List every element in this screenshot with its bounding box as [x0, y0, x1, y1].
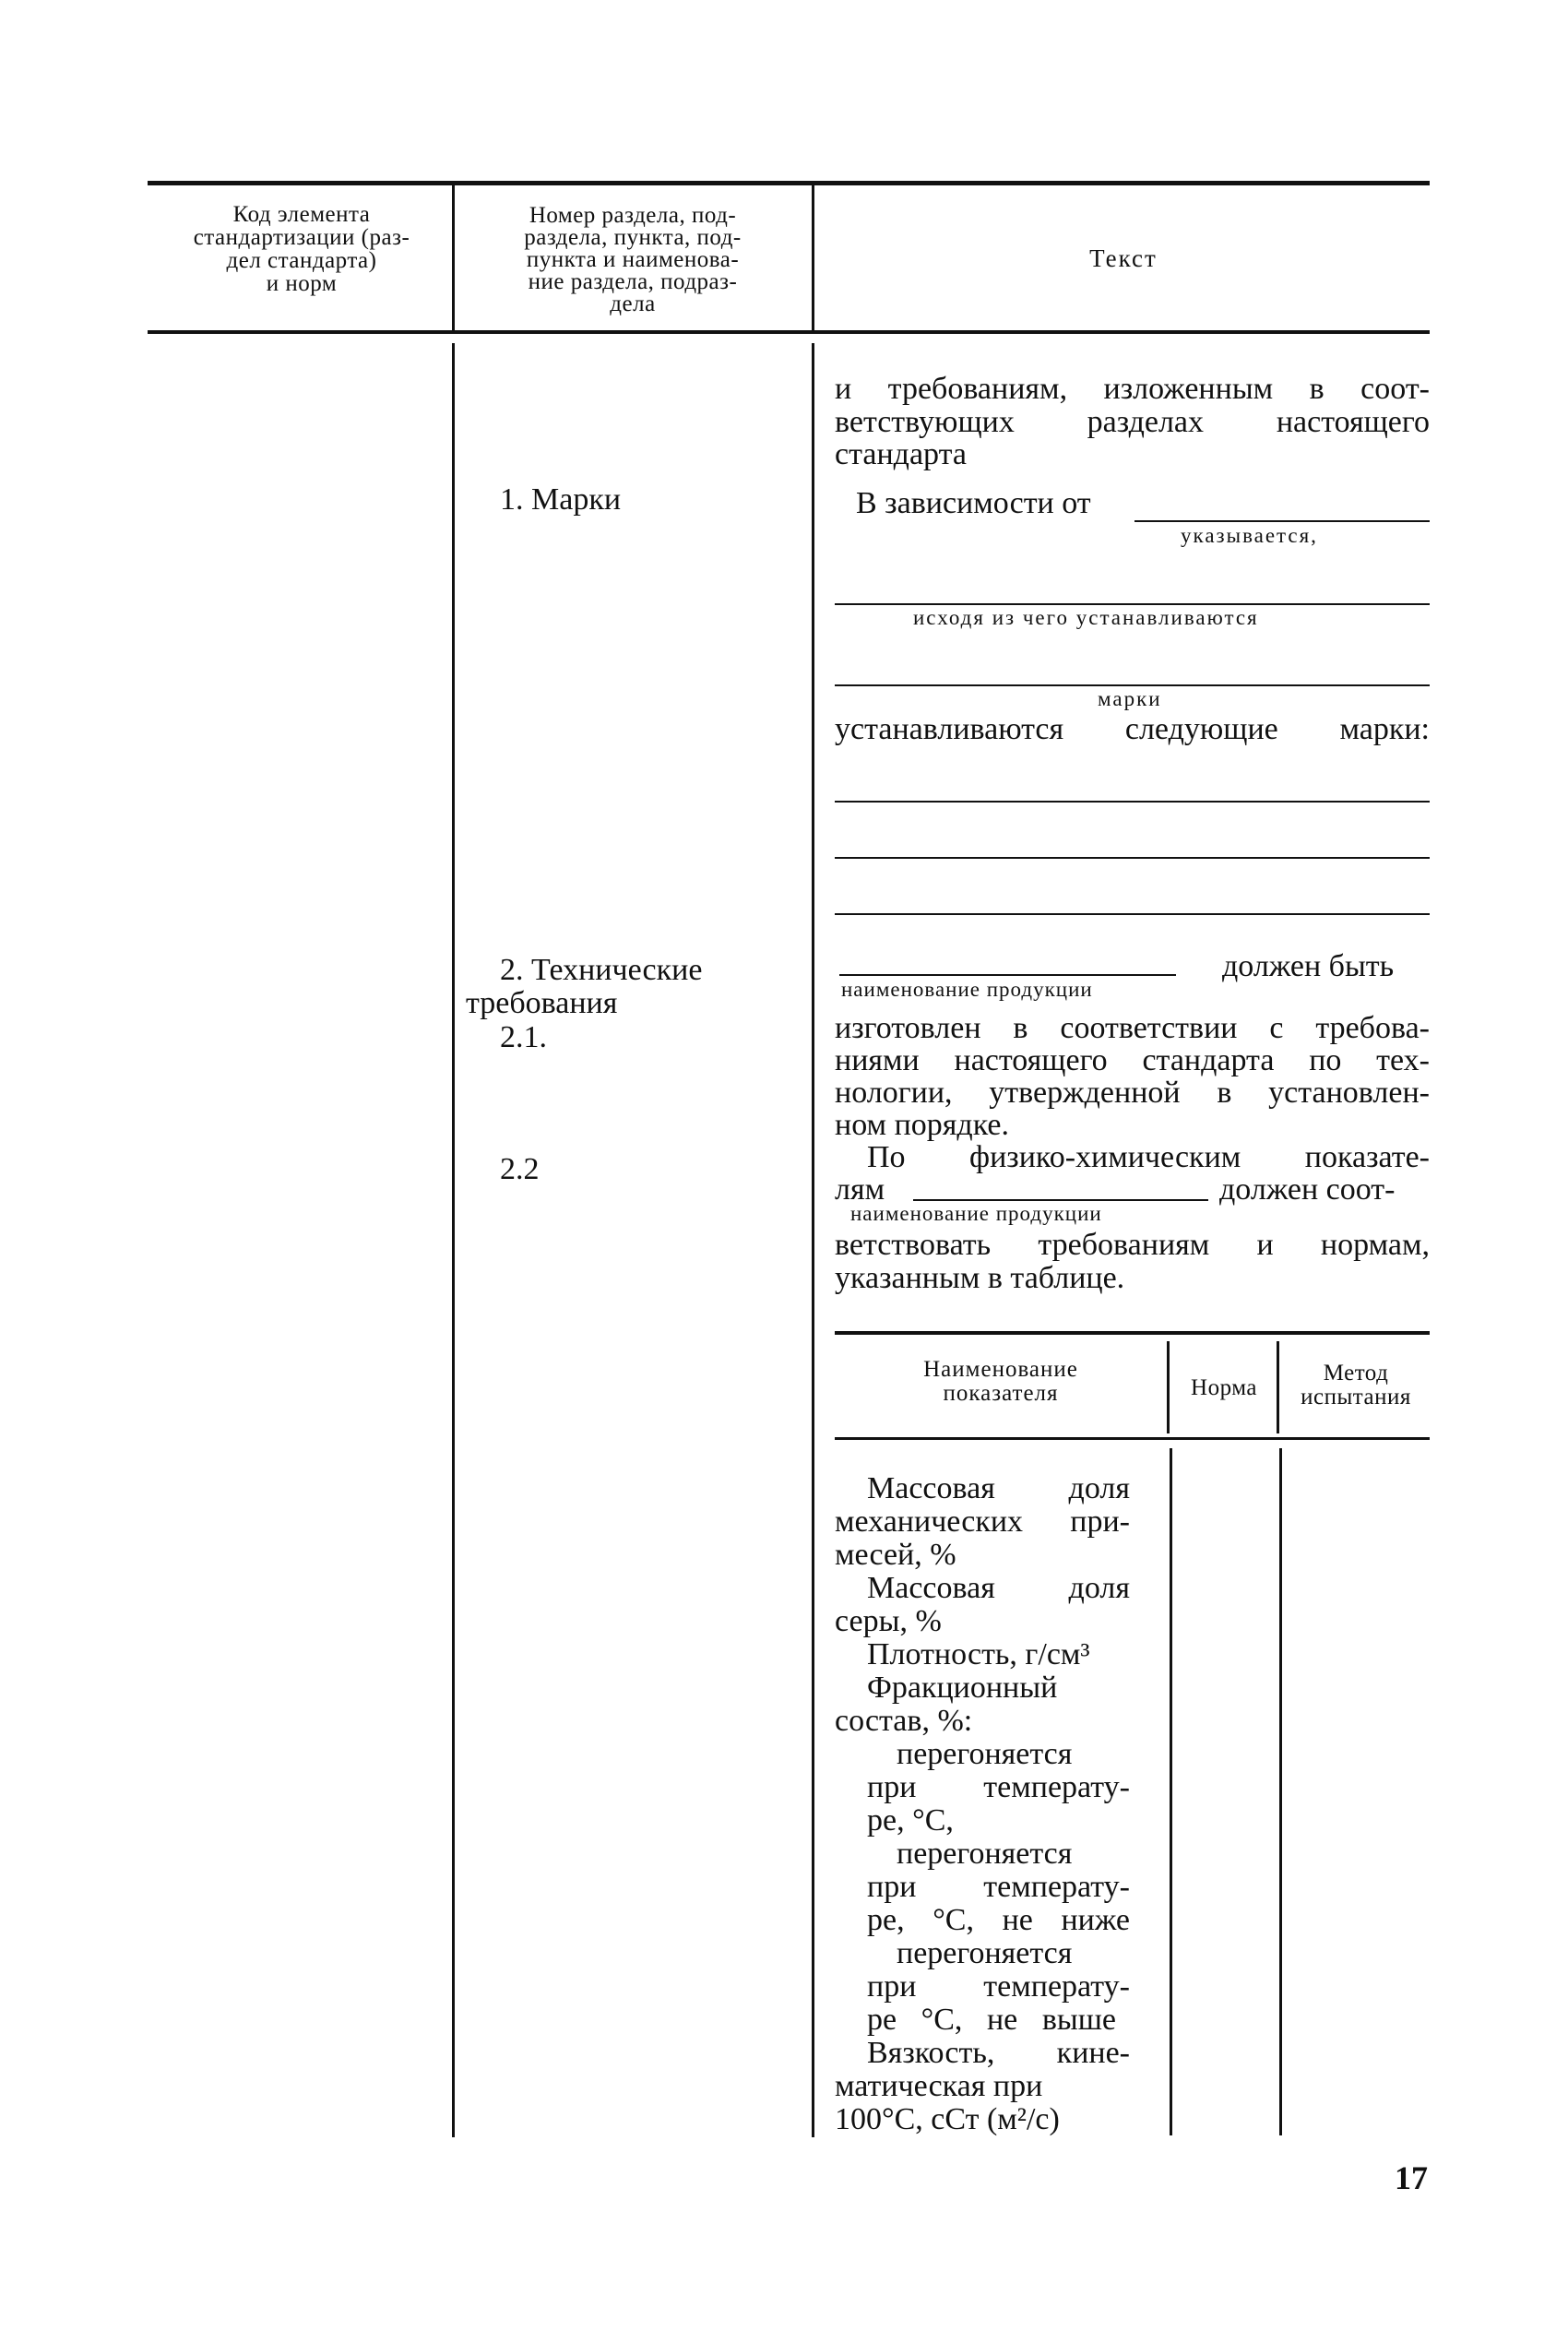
section-2-title-line-1: 2. Технические	[500, 953, 703, 987]
blank-product-1	[839, 974, 1176, 976]
section-1-title: 1. Марки	[500, 482, 622, 517]
inner-table-header-rule	[835, 1437, 1430, 1440]
blank-line-3	[835, 684, 1430, 686]
caption-product-name-1: наименование продукции	[841, 978, 1093, 1001]
row-viscosity-3: 100°С, сСт (м²/с)	[835, 2102, 1060, 2136]
row-fraction-1: Фракционный	[867, 1671, 1058, 1705]
row-distill-3a: перегоняется	[897, 1936, 1073, 1970]
row-viscosity-1: Вязкость, кине-	[867, 2036, 1130, 2070]
header-col-section: Номер раздела, под- раздела, пункта, под- пункта и наименова- ние раздела, подраз- дела	[524, 203, 742, 316]
clause-2-1-must-be: должен быть	[1222, 949, 1395, 983]
inner-header-name: Наименование показателя	[923, 1357, 1078, 1406]
inner-divider-1-body	[1170, 1448, 1172, 2135]
clause-2-2-line-2-post: должен соот-	[1219, 1172, 1396, 1207]
row-mass-fraction-2: механических при-	[835, 1504, 1130, 1539]
header-divider-1	[452, 181, 455, 334]
inner-divider-2-body	[1279, 1448, 1282, 2135]
intro-line-2: ветствующих разделах настоящего	[835, 405, 1430, 439]
grade-line-1	[835, 801, 1430, 803]
caption-based-on: исходя из чего устанавливаются	[913, 606, 1259, 629]
grade-line-3	[835, 913, 1430, 915]
inner-divider-1	[1167, 1341, 1170, 1433]
row-distill-2c: ре, °С, не ниже	[867, 1903, 1130, 1937]
inner-header-norm: Норма	[1191, 1375, 1257, 1400]
body-divider-1	[452, 343, 455, 2137]
row-density: Плотность, г/см³	[867, 1637, 1090, 1671]
blank-line-1	[1134, 520, 1430, 522]
clause-2-2-line-3: ветствовать требованиям и нормам,	[835, 1228, 1430, 1262]
clause-2-2-line-2-pre: лям	[835, 1172, 885, 1207]
clause-2-2-number: 2.2	[500, 1152, 540, 1186]
clause-2-2-line-4: указанным в таблице.	[835, 1261, 1125, 1295]
intro-line-3: стандарта	[835, 437, 967, 471]
row-mass-fraction-3: месей, %	[835, 1538, 956, 1572]
row-distill-1a: перегоняется	[897, 1737, 1073, 1771]
clause-2-1-number: 2.1.	[500, 1020, 547, 1054]
grade-line-2	[835, 857, 1430, 859]
blank-product-2	[913, 1199, 1208, 1201]
row-distill-3b: при температу-	[867, 1969, 1130, 2004]
header-col-code: Код элемента стандартизации (раз- дел стандарта) и норм	[193, 202, 410, 296]
body-divider-2	[812, 343, 814, 2137]
row-sulfur-2: серы, %	[835, 1604, 942, 1638]
intro-line-1: и требованиям, изложенным в соот-	[835, 372, 1430, 406]
row-sulfur-1: Массовая доля	[867, 1571, 1130, 1605]
clause-2-1-line-3: нологии, утвержденной в установлен-	[835, 1076, 1430, 1110]
row-distill-1c: ре, °С,	[867, 1803, 954, 1837]
caption-product-name-2: наименование продукции	[850, 1202, 1102, 1225]
row-distill-1b: при температу-	[867, 1770, 1130, 1804]
section-1-lead: В зависимости от	[856, 486, 1091, 520]
inner-table-top-rule	[835, 1331, 1430, 1335]
inner-divider-2	[1277, 1341, 1279, 1433]
top-rule-thick	[148, 181, 1430, 185]
caption-grades: марки	[1098, 687, 1162, 710]
section-2-title-line-2: требования	[466, 986, 618, 1020]
row-distill-2b: при температу-	[867, 1870, 1130, 1904]
row-viscosity-2: матическая при	[835, 2069, 1043, 2103]
inner-header-method: Метод испытания	[1301, 1361, 1411, 1409]
caption-indicated: указывается,	[1181, 524, 1318, 547]
blank-line-2	[835, 603, 1430, 605]
grades-statement: устанавливаются следующие марки:	[835, 712, 1430, 746]
header-divider-2	[812, 181, 814, 334]
clause-2-1-line-4: ном порядке.	[835, 1108, 1009, 1142]
row-fraction-2: состав, %:	[835, 1704, 973, 1738]
header-col-text: Текст	[1089, 244, 1158, 272]
page-number: 17	[1395, 2159, 1428, 2196]
clause-2-1-line-1: изготовлен в соответствии с требова-	[835, 1011, 1430, 1045]
row-distill-2a: перегоняется	[897, 1837, 1073, 1871]
clause-2-2-line-1: По физико-химическим показате-	[867, 1140, 1430, 1174]
header-bottom-rule	[148, 330, 1430, 334]
row-distill-3c: ре °С, не выше	[867, 2003, 1116, 2037]
row-mass-fraction-1: Массовая доля	[867, 1471, 1130, 1505]
clause-2-1-line-2: ниями настоящего стандарта по тех-	[835, 1043, 1430, 1077]
